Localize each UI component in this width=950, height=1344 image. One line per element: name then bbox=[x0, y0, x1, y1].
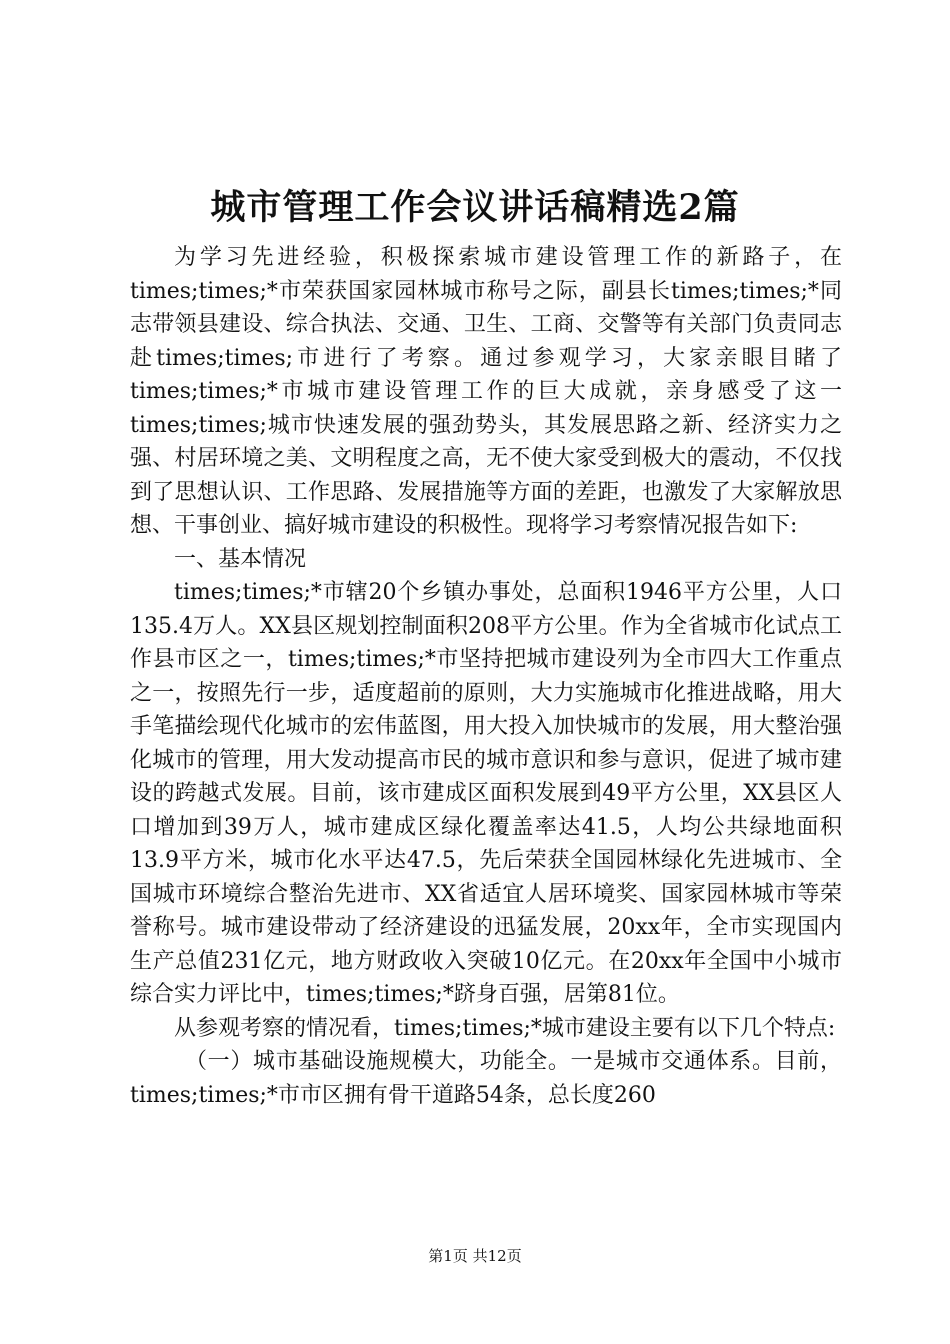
page-footer: 第1页 共12页 bbox=[428, 1247, 522, 1265]
infrastructure-paragraph: （一）城市基础设施规模大，功能全。一是城市交通体系。目前，times;times;*市市区拥有骨干道路54条，总长度260 bbox=[130, 1049, 842, 1108]
features-intro-paragraph: 从参观考察的情况看，times;times;*城市建设主要有以下几个特点: bbox=[174, 1015, 836, 1041]
document-title: 城市管理工作会议讲话稿精选2篇 bbox=[210, 187, 740, 228]
document-body bbox=[130, 241, 842, 1112]
intro-paragraph: 为学习先进经验，积极探索城市建设管理工作的新路子，在times;times;*市荣获国家园林城市称号之际，副县长times;times;*同志带领县建设、综合执法、交通、卫生、工商、交警等有关部门负责同志赴times;times;市进行了考察。通过参观学习，大家亲眼目睹了times;times;*市城市建设管理工作的巨大成就，亲身感受了这一times;times;城市快速发展的强劲势头，其发展思路之新、经济实力之强、村居环境之美、文明程度之高，无不使大家受到极大的震动，不仅找到了思想认识、工作思路、发展措施等方面的差距，也激发了大家解放思想、干事创业、搞好城市建设的积极性。现将学习考察情况报告如下: bbox=[130, 245, 842, 538]
basic-situation-paragraph: times;times;*市辖20个乡镇办事处，总面积1946平方公里，人口135.4万人。XX县区规划控制面积208平方公里。作为全省城市化试点工作县市区之一，times;times;*市坚持把城市建设列为全市四大工作重点之一，按照先行一步，适度超前的原则，大力实施城市化推进战略，用大手笔描绘现代化城市的宏伟蓝图，用大投入加快城市的发展，用大整治强化城市的管理，用大发动提高市民的城市意识和参与意识，促进了城市建设的跨越式发展。目前，该市建成区面积发展到49平方公里，XX县区人口增加到39万人，城市建成区绿化覆盖率达41.5，人均公共绿地面积13.9平方米，城市化水平达47.5，先后荣获全国园林绿化先进城市、全国城市环境综合整治先进市、XX省适宜人居环境奖、国家园林城市等荣誉称号。城市建设带动了经济建设的迅猛发展，20xx年，全市实现国内生产总值231亿元，地方财政收入突破10亿元。在20xx年全国中小城市综合实力评比中，times;times;*跻身百强，居第81位。 bbox=[130, 580, 842, 1007]
section-heading-basic-situation: 一、基本情况 bbox=[174, 546, 307, 572]
